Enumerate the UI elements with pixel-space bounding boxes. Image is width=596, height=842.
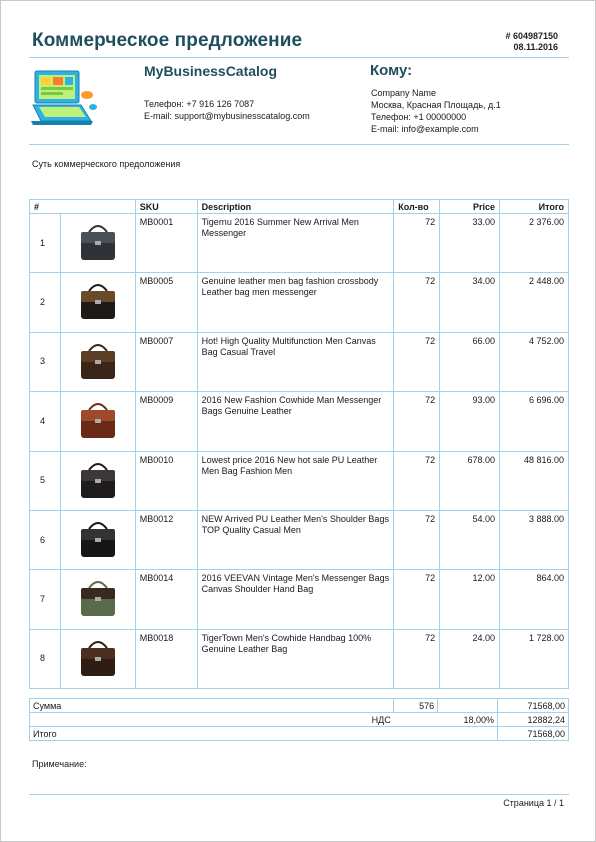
vat-rate: 18,00% [394, 713, 498, 727]
items-table [29, 199, 569, 689]
grand-total-value: 71568,00 [498, 727, 569, 741]
row-description: TigerTown Men's Cowhide Handbag 100% Genuine Leather Bag [197, 629, 394, 688]
row-sku: MB0012 [135, 510, 197, 569]
row-quantity: 72 [394, 510, 440, 569]
col-total: Итого [500, 200, 569, 214]
bag-icon [69, 337, 127, 387]
row-number: 2 [30, 273, 61, 332]
row-total: 6 696.00 [500, 392, 569, 451]
bag-icon [69, 277, 127, 327]
page-counter: Страница 1 / 1 [503, 798, 564, 808]
row-number: 8 [30, 629, 61, 688]
recipient-phone: Телефон: +1 00000000 [371, 112, 467, 122]
footer-divider [29, 794, 569, 795]
row-number: 4 [30, 392, 61, 451]
sum-total: 71568,00 [498, 699, 569, 713]
row-total: 4 752.00 [500, 332, 569, 391]
row-total: 1 728.00 [500, 629, 569, 688]
row-sku: MB0005 [135, 273, 197, 332]
row-quantity: 72 [394, 451, 440, 510]
row-description: 2016 New Fashion Cowhide Man Messenger Bags Genuine Leather [197, 392, 394, 451]
seller-email: E-mail: support@mybusinesscatalog.com [144, 111, 310, 121]
table-row [30, 392, 569, 451]
vat-value: 12882,24 [498, 713, 569, 727]
seller-phone: Телефон: +7 916 126 7087 [144, 99, 255, 109]
product-image [60, 570, 135, 629]
items-header-row [30, 200, 569, 214]
product-image [60, 510, 135, 569]
recipient-details [371, 87, 501, 135]
row-sku: MB0014 [135, 570, 197, 629]
seller-name: MyBusinessCatalog [144, 63, 278, 79]
row-price: 678.00 [440, 451, 500, 510]
row-quantity: 72 [394, 392, 440, 451]
row-description: Hot! High Quality Multifunction Men Canvas Bag Casual Travel [197, 332, 394, 391]
row-sku: MB0009 [135, 392, 197, 451]
row-sku: MB0018 [135, 629, 197, 688]
row-price: 93.00 [440, 392, 500, 451]
row-sku: MB0007 [135, 332, 197, 391]
document-number: # 604987150 [505, 31, 558, 41]
recipient-address: Москва, Красная Площадь, д.1 [371, 100, 501, 110]
bag-icon [69, 634, 127, 684]
row-price: 66.00 [440, 332, 500, 391]
row-quantity: 72 [394, 214, 440, 273]
vat-label: НДС [30, 713, 394, 727]
col-quantity: Кол-во [394, 200, 440, 214]
row-number: 1 [30, 214, 61, 273]
product-image [60, 332, 135, 391]
product-image [60, 273, 135, 332]
col-price: Price [440, 200, 500, 214]
document-title: Коммерческое предложение [32, 30, 303, 51]
product-image [60, 214, 135, 273]
vat-row [30, 713, 569, 727]
contacts-divider [29, 144, 569, 145]
table-row [30, 332, 569, 391]
row-description: Genuine leather men bag fashion crossbody Leather bag men messenger [197, 273, 394, 332]
bag-icon [69, 456, 127, 506]
row-price: 33.00 [440, 214, 500, 273]
table-row [30, 629, 569, 688]
row-total: 48 816.00 [500, 451, 569, 510]
row-total: 864.00 [500, 570, 569, 629]
table-row [30, 214, 569, 273]
row-description: 2016 VEEVAN Vintage Men's Messenger Bags Canvas Shoulder Hand Bag [197, 570, 394, 629]
row-sku: MB0010 [135, 451, 197, 510]
row-description: NEW Arrived PU Leather Men's Shoulder Bags TOP Quality Casual Men [197, 510, 394, 569]
row-price: 54.00 [440, 510, 500, 569]
seller-contacts [144, 98, 310, 122]
bag-icon [69, 218, 127, 268]
grand-total-label: Итого [30, 727, 498, 741]
table-row [30, 451, 569, 510]
bag-icon [69, 515, 127, 565]
row-description: Lowest price 2016 New hot sale PU Leather Men Bag Fashion Men [197, 451, 394, 510]
col-number: # [30, 200, 136, 214]
row-number: 5 [30, 451, 61, 510]
row-description: Tigernu 2016 Summer New Arrival Men Messenger [197, 214, 394, 273]
row-price: 24.00 [440, 629, 500, 688]
row-total: 3 888.00 [500, 510, 569, 569]
row-total: 2 448.00 [500, 273, 569, 332]
product-image [60, 392, 135, 451]
col-sku: SKU [135, 200, 197, 214]
table-row [30, 570, 569, 629]
row-price: 12.00 [440, 570, 500, 629]
totals-table [29, 698, 569, 741]
col-description: Description [197, 200, 394, 214]
product-image [60, 451, 135, 510]
sum-label: Сумма [30, 699, 394, 713]
row-number: 3 [30, 332, 61, 391]
sum-row [30, 699, 569, 713]
row-sku: MB0001 [135, 214, 197, 273]
bag-icon [69, 396, 127, 446]
row-number: 6 [30, 510, 61, 569]
table-row [30, 273, 569, 332]
proposal-summary: Суть коммерческого предоложения [32, 159, 181, 169]
document-meta [505, 31, 558, 53]
row-total: 2 376.00 [500, 214, 569, 273]
row-quantity: 72 [394, 332, 440, 391]
note-label: Примечание: [32, 759, 87, 769]
row-quantity: 72 [394, 629, 440, 688]
row-quantity: 72 [394, 570, 440, 629]
recipient-company: Company Name [371, 88, 437, 98]
recipient-email: E-mail: info@example.com [371, 124, 479, 134]
document-date: 08.11.2016 [513, 42, 558, 52]
laptop-logo-icon [31, 67, 101, 129]
header-divider [29, 57, 569, 58]
bag-icon [69, 574, 127, 624]
row-number: 7 [30, 570, 61, 629]
sum-quantity: 576 [394, 699, 438, 713]
row-price: 34.00 [440, 273, 500, 332]
row-quantity: 72 [394, 273, 440, 332]
table-row [30, 510, 569, 569]
grand-total-row [30, 727, 569, 741]
product-image [60, 629, 135, 688]
recipient-label: Кому: [370, 62, 413, 79]
